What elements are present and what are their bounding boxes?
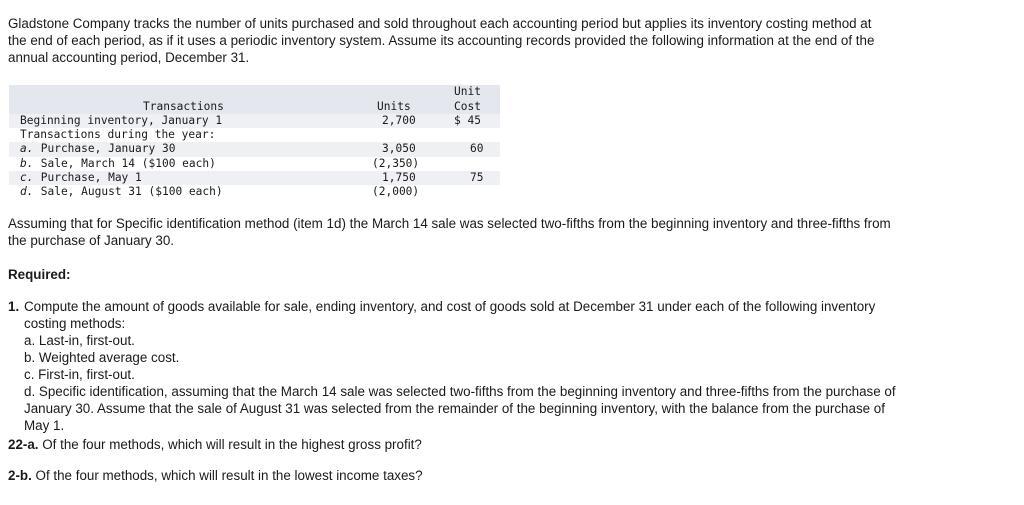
requirement-2b-number: 2-b. [8,468,36,483]
header-units: Units [377,99,411,113]
requirement-2a-number: 22-a. [8,437,43,452]
table-header-bg [9,85,500,114]
row-cost: 60 [470,142,484,156]
row-cost: $ 45 [454,114,481,127]
requirement-2a-text: Of the four methods, which will result in the highest gross profit? [42,437,422,452]
header-unit-cost-2: Cost [454,99,481,113]
row-label: Purchase, May 1 [34,170,142,184]
row-letter: a. [20,142,34,156]
requirement-2a [8,436,908,453]
row-label: Purchase, January 30 [34,142,176,156]
row-letter: b. [20,156,34,170]
row-units: 1,750 [382,170,416,184]
row-label: Beginning inventory, January 1 [20,114,223,127]
transactions-table [9,85,500,198]
requirement-1-number: 1. [8,299,20,314]
intro-paragraph: Gladstone Company tracks the number of units purchased and sold throughout each accounting period but applies its inventory costing method at the end of each period, as if it uses a periodic inventory system. Assume its accounting records provided the following information at the end of the annual accounting period, December 31. [8,16,875,65]
row-units: (2,350) [372,156,420,170]
requirement-2b [8,467,423,484]
required-heading: Required: [8,267,71,282]
row-label: Sale, March 14 ($100 each) [34,156,216,170]
method-a: a. Last-in, first-out. [24,333,135,348]
header-unit-cost-1: Unit [454,85,481,98]
row-label: Transactions during the year: [20,128,216,142]
assumption-paragraph: Assuming that for Specific identification method (item 1d) the March 14 sale was selected two-fifths from the beginning inventory and three-fifths from the purchase of January 30. [8,216,891,248]
row-cost: 75 [470,170,484,184]
method-d: d. Specific identification, assuming that the March 14 sale was selected two-fifths from the beginning inventory and three-fifths from the purchase of January 30. Assume that the sale of August 31 was selected from the remainder of the beginning inventory, with the balance from the purchase of May 1. [24,384,896,433]
row-units: (2,000) [372,185,420,198]
row-letter: c. [20,170,34,184]
method-c: c. First-in, first-out. [24,367,135,382]
row-units: 2,700 [382,114,416,127]
method-b: b. Weighted average cost. [24,350,180,365]
requirement-2b-text: Of the four methods, which will result in the lowest income taxes? [35,468,423,483]
requirements-list [8,298,908,453]
header-transactions: Transactions [143,99,224,113]
requirement-1-text: Compute the amount of goods available for sale, ending inventory, and cost of goods sold at December 31 under each of the following inventory costing methods: [24,299,876,331]
row-label: Sale, August 31 ($100 each) [34,185,223,198]
row-units: 3,050 [382,142,416,156]
row-letter: d. [20,185,34,198]
requirement-1 [8,298,908,332]
